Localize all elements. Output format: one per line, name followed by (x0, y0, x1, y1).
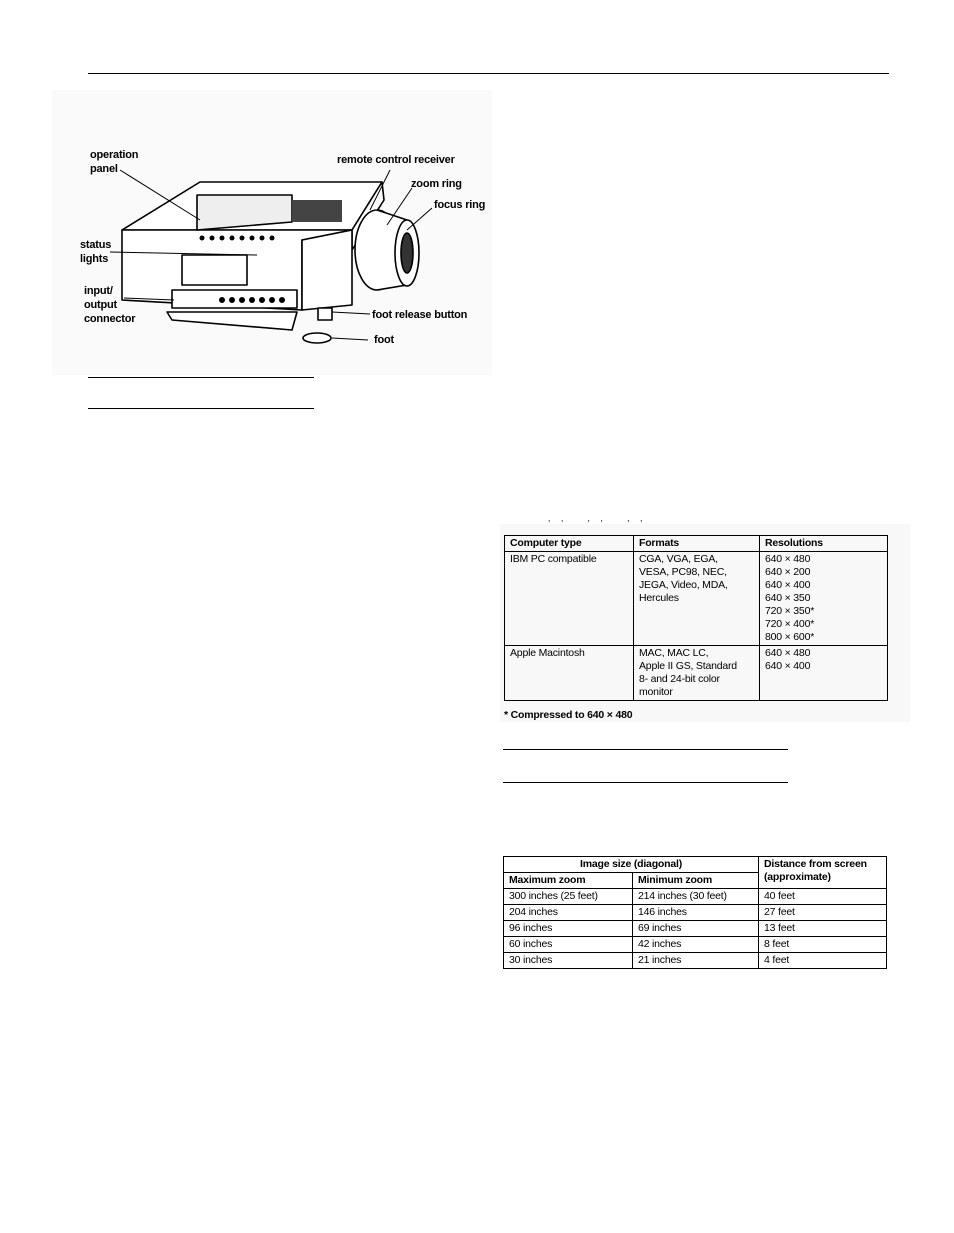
cell-distance: 27 feet (759, 905, 887, 921)
cell-min-zoom: 69 inches (633, 921, 759, 937)
cell-min-zoom: 21 inches (633, 953, 759, 969)
table-caption-rule-2 (503, 782, 788, 783)
cell-distance: 8 feet (759, 937, 887, 953)
cell-max-zoom: 30 inches (504, 953, 633, 969)
image-size-distance-table (503, 856, 887, 969)
projector-illustration (52, 90, 492, 375)
table1-remnant-marks: ‚ ‚ ‚ ‚ ‚ ‚ (548, 513, 647, 524)
cell-formats: MAC, MAC LC, Apple II GS, Standard 8- and 24-bit color monitor (634, 646, 760, 701)
header-image-size: Image size (diagonal) (504, 857, 759, 873)
table-row (505, 646, 888, 701)
cell-resolutions: 640 × 480 640 × 400 (760, 646, 888, 701)
header-distance: Distance from screen (approximate) (759, 857, 887, 889)
cell-min-zoom: 214 inches (30 feet) (633, 889, 759, 905)
label-foot-release-button: foot release button (372, 309, 468, 321)
label-zoom-ring: zoom ring (411, 178, 462, 190)
label-remote-control-receiver: remote control receiver (337, 154, 455, 166)
table-row (504, 889, 887, 905)
cell-min-zoom: 146 inches (633, 905, 759, 921)
cell-max-zoom: 204 inches (504, 905, 633, 921)
cell-min-zoom: 42 inches (633, 937, 759, 953)
label-input-output-connector: input/ output connector (84, 285, 136, 325)
table-row (504, 905, 887, 921)
cell-distance: 4 feet (759, 953, 887, 969)
header-rule (88, 73, 889, 74)
cell-distance: 13 feet (759, 921, 887, 937)
cell-formats: CGA, VGA, EGA, VESA, PC98, NEC, JEGA, Video, MDA, Hercules (634, 552, 760, 646)
computer-compatibility-table (504, 535, 888, 701)
table-row (505, 552, 888, 646)
label-operation-panel: operation panel (90, 149, 139, 175)
header-resolutions: Resolutions (760, 536, 888, 552)
table-row (504, 953, 887, 969)
cell-max-zoom: 96 inches (504, 921, 633, 937)
header-minimum-zoom: Minimum zoom (633, 873, 759, 889)
cell-type: Apple Macintosh (505, 646, 634, 701)
table-row (504, 937, 887, 953)
cell-type: IBM PC compatible (505, 552, 634, 646)
figure-caption-rule-1 (88, 377, 314, 378)
cell-max-zoom: 60 inches (504, 937, 633, 953)
cell-distance: 40 feet (759, 889, 887, 905)
table1-footnote: * Compressed to 640 × 480 (504, 709, 633, 721)
header-formats: Formats (634, 536, 760, 552)
header-computer-type: Computer type (505, 536, 634, 552)
table-caption-rule-1 (503, 749, 788, 750)
table-row (504, 921, 887, 937)
cell-max-zoom: 300 inches (25 feet) (504, 889, 633, 905)
figure-caption-rule-2 (88, 408, 314, 409)
label-status-lights: status lights (80, 239, 112, 265)
label-foot: foot (374, 334, 394, 346)
label-focus-ring: focus ring (434, 199, 486, 211)
cell-resolutions: 640 × 480 640 × 200 640 × 400 640 × 350 720 × 350* 720 × 400* 800 × 600* (760, 552, 888, 646)
header-maximum-zoom: Maximum zoom (504, 873, 633, 889)
